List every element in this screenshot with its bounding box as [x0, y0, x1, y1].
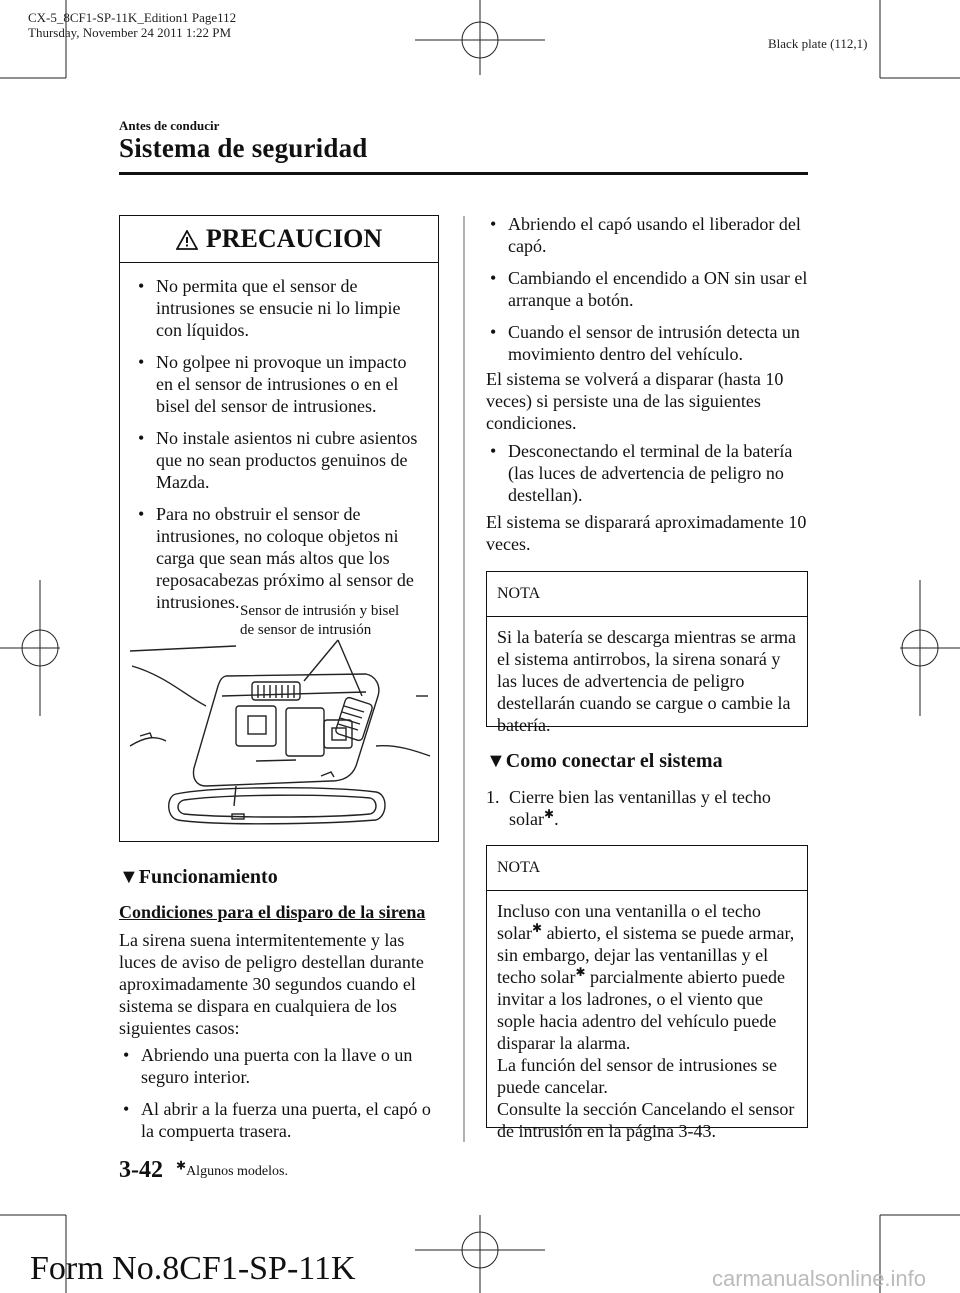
plate-label: Black plate (112,1): [768, 36, 868, 51]
nota-body: Si la batería se descarga mientras se arma el sistema antirrobos, la sirena sonará y las luces de advertencia de peligro destellarán cuando se cargue o cambie la batería.: [497, 627, 797, 735]
list-item: • Abriendo una puerta con la llave o un seguro interior.: [123, 1045, 413, 1087]
list-item: • Abriendo el capó usando el liberador del capó.: [490, 214, 801, 256]
caution-item: • No permita que el sensor de intrusiones se ensucie ni lo limpie con líquidos.: [138, 276, 401, 340]
watermark: carmanualsonline.info: [712, 1266, 927, 1291]
list-item: • Cambiando el encendido a ON sin usar el arranque a botón.: [490, 268, 808, 310]
list-item: • Desconectando el terminal de la batería (las luces de advertencia de peligro no destellan).: [490, 441, 793, 505]
sensor-illustration: [126, 636, 432, 836]
nota-box-1: [486, 571, 808, 735]
nota-body: Incluso con una ventanilla o el techo solar✱ abierto, el sistema se puede armar, sin embargo, dejar las ventanillas y el techo solar✱ parcialmente abierto puede invitar a los ladrones, o el viento que sople hacia adentro del vehículo puede disparar la alarma. La función del sensor de intrusiones se puede cancelar. Consulte la sección Cancelando el sensor de intrusión en la página 3-43.: [497, 901, 795, 1141]
caution-box: [119, 215, 439, 842]
form-number: Form No.8CF1-SP-11K: [30, 1250, 356, 1287]
star-icon: ✱: [544, 807, 555, 821]
nota-title: NOTA: [487, 846, 807, 891]
caution-item: • No golpee ni provoque un impacto en el sensor de intrusiones o en el bisel del sensor de intrusiones.: [138, 352, 407, 416]
file-info-line2: Thursday, November 24 2011 1:22 PM: [28, 25, 232, 40]
subheading-sirena: Condiciones para el disparo de la sirena: [119, 902, 426, 922]
footnote: ✱Algunos modelos.: [176, 1158, 288, 1179]
caution-list: [120, 263, 438, 613]
right-paragraph-1: El sistema se volverá a disparar (hasta 10 veces) si persiste una de las siguientes condiciones.: [486, 369, 784, 433]
star-icon: ✱: [176, 1158, 187, 1173]
list-item: • Al abrir a la fuerza una puerta, el capó o la compuerta trasera.: [123, 1099, 431, 1141]
section-label: Antes de conducir: [119, 118, 220, 133]
figure-label: Sensor de intrusión y bisel de sensor de intrusión: [240, 603, 400, 638]
triangle-bullet-icon: ▼: [486, 750, 506, 772]
left-bullets: [119, 1044, 439, 1152]
right-bullets: [486, 213, 808, 375]
left-paragraph: La sirena suena intermitentemente y las luces de aviso de peligro destellan durante aproximadamente 30 segundos cuando el sistema se dispara en cualquiera de los siguientes casos:: [119, 930, 424, 1038]
star-icon: ✱: [575, 965, 586, 979]
list-item: • Cuando el sensor de intrusión detecta un movimiento dentro del vehículo.: [490, 322, 800, 364]
heading-conectar: ▼Como conectar el sistema: [486, 750, 723, 772]
right-bullets-2: [486, 440, 808, 516]
warning-triangle-icon: [176, 230, 198, 250]
page-number: 3-42: [119, 1157, 163, 1183]
heading-funcionamiento: ▼Funcionamiento: [119, 866, 278, 888]
title-rule: [119, 172, 808, 175]
caution-header: [120, 216, 438, 263]
caution-item: • Para no obstruir el sensor de intrusiones, no coloque objetos ni carga que sean más altos que los reposacabezas próximo al sensor de intrusiones.: [138, 504, 414, 612]
nota-title: NOTA: [487, 572, 807, 617]
triangle-bullet-icon: ▼: [119, 866, 139, 888]
file-info-line1: CX-5_8CF1-SP-11K_Edition1 Page112: [28, 10, 237, 25]
nota-box-2: [486, 845, 808, 1141]
caution-title: PRECAUCION: [205, 224, 383, 253]
step-1: 1. Cierre bien las ventanillas y el techo solar✱.: [486, 787, 771, 829]
caution-item: • No instale asientos ni cubre asientos que no sean productos genuinos de Mazda.: [138, 428, 418, 492]
right-paragraph-2: El sistema se disparará aproximadamente 10 veces.: [486, 512, 807, 554]
page-title: Sistema de seguridad: [119, 133, 368, 163]
star-icon: ✱: [532, 921, 543, 935]
